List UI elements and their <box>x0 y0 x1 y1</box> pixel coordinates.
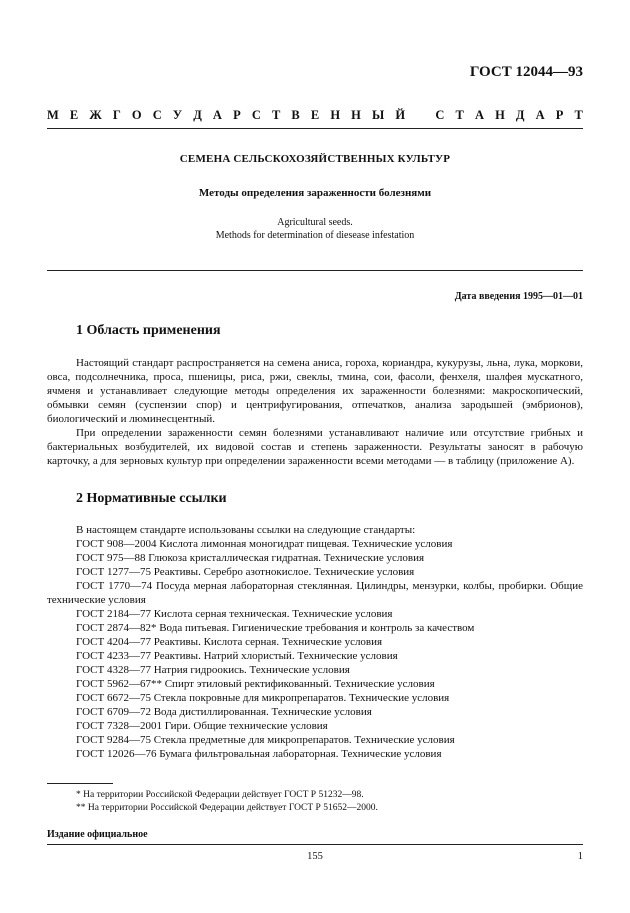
banner-letter: О <box>131 108 142 122</box>
banner-letter: М <box>47 108 59 122</box>
page-number: 155 <box>307 851 323 862</box>
english-title-line-2: Methods for determination of diesease infestation <box>215 230 415 241</box>
banner-letter: В <box>291 108 300 122</box>
document-code: ГОСТ 12044—93 <box>469 64 583 80</box>
footer-rule <box>47 844 583 845</box>
banner-letter: У <box>172 108 183 122</box>
banner-letter: Р <box>555 108 564 122</box>
reference-item: ГОСТ 5962—67** Спирт этиловый ректификованный. Технические условия <box>76 678 435 690</box>
banner-letter: С <box>152 108 162 122</box>
reference-item: ГОСТ 2874—82* Вода питьевая. Гигиенические требования и контроль за качеством <box>76 622 475 634</box>
reference-item: ГОСТ 7328—2001 Гири. Общие технические условия <box>76 720 328 732</box>
introduction-date: Дата введения 1995—01—01 <box>454 291 583 302</box>
banner-letter: Ж <box>89 108 102 122</box>
reference-item: ГОСТ 2184—77 Кислота серная техническая. Технические условия <box>76 608 393 620</box>
edition-label: Издание официальное <box>47 829 148 840</box>
section-1-heading: 1 Область применения <box>76 323 221 338</box>
banner-letter: Т <box>455 108 464 122</box>
banner-letter: А <box>535 108 545 122</box>
header-rule <box>47 128 583 129</box>
section-2-heading: 2 Нормативные ссылки <box>76 491 227 506</box>
banner-letter: Д <box>193 108 202 122</box>
footnote-rule <box>47 783 113 784</box>
sheet-number: 1 <box>577 851 583 862</box>
banner-letter: Ы <box>372 108 385 122</box>
footnote-1: * На территории Российской Федерации действует ГОСТ Р 51232—98. <box>76 790 364 800</box>
banner-letter: Й <box>395 108 406 122</box>
banner-letter: Е <box>69 108 79 122</box>
document-title: СЕМЕНА СЕЛЬСКОХОЗЯЙСТВЕННЫХ КУЛЬТУР <box>179 153 451 165</box>
section-1-paragraph-2: При определении зараженности семян болезнями устанавливают наличие или отсутствие грибных и бактериальных возбудителей, их видовой состав и степень зараженности. Результаты заносят в рабочую карточку, а для зерновых культур при определении зараженности всеми методами — в таблицу (приложение А). <box>47 427 583 467</box>
footnote-2: ** На территории Российской Федерации действует ГОСТ Р 51652—2000. <box>76 803 378 813</box>
interstate-standard-banner <box>47 108 583 123</box>
banner-letter: Н <box>351 108 361 122</box>
banner-letter: Т <box>271 108 281 122</box>
banner-letter: С <box>435 108 445 122</box>
reference-item: ГОСТ 9284—75 Стекла предметные для микропрепаратов. Технические условия <box>76 734 455 746</box>
banner-letter: С <box>251 108 261 122</box>
banner-letter: А <box>212 108 222 122</box>
references-intro: В настоящем стандарте использованы ссылки на следующие стандарты: <box>76 524 416 536</box>
reference-item: ГОСТ 4328—77 Натрия гидроокись. Технические условия <box>76 664 350 676</box>
reference-item: ГОСТ 908—2004 Кислота лимонная моногидрат пищевая. Технические условия <box>76 538 453 550</box>
reference-item: ГОСТ 4204—77 Реактивы. Кислота серная. Технические условия <box>76 636 383 648</box>
reference-item: ГОСТ 1770—74 Посуда мерная лабораторная стеклянная. Цилиндры, мензурки, колбы, пробирки. Общие технические условия <box>47 580 583 606</box>
banner-letter: Н <box>330 108 341 122</box>
banner-letter: Н <box>495 108 505 122</box>
banner-letter: Е <box>310 108 320 122</box>
section-1-paragraph-1: Настоящий стандарт распространяется на семена аниса, гороха, кориандра, кукурузы, льна, лука, моркови, овса, подсолнечника, проса, пшеницы, риса, ржи, свеклы, тмина, сои, фасоли, фенхеля, шалфея мускатного, ячменя и устанавливает следующие методы определения их зараженности болезнями: макроскопический, обмывки семян (суспензии спор) и центрифугирования, отпечатков, анализа зародышей (эмбрионов), биологический и люминесцентный. <box>47 357 583 425</box>
banner-letter: Р <box>233 108 241 122</box>
reference-item: ГОСТ 6709—72 Вода дистиллированная. Технические условия <box>76 706 372 718</box>
reference-item: ГОСТ 6672—75 Стекла покровные для микропрепаратов. Технические условия <box>76 692 450 704</box>
title-rule <box>47 270 583 271</box>
reference-item: ГОСТ 4233—77 Реактивы. Натрий хлористый. Технические условия <box>76 650 398 662</box>
banner-letter: А <box>474 108 484 122</box>
banner-letter: Г <box>112 108 121 122</box>
reference-item: ГОСТ 1277—75 Реактивы. Серебро азотнокислое. Технические условия <box>76 566 415 578</box>
english-title-line-1: Agricultural seeds. <box>277 217 353 228</box>
document-subtitle: Методы определения зараженности болезнями <box>198 187 432 199</box>
banner-letter: Д <box>515 108 525 122</box>
reference-item: ГОСТ 975—88 Глюкоза кристаллическая гидратная. Технические условия <box>76 552 425 564</box>
reference-item: ГОСТ 12026—76 Бумага фильтровальная лабораторная. Технические условия <box>76 748 442 760</box>
banner-letter: Т <box>574 108 583 122</box>
